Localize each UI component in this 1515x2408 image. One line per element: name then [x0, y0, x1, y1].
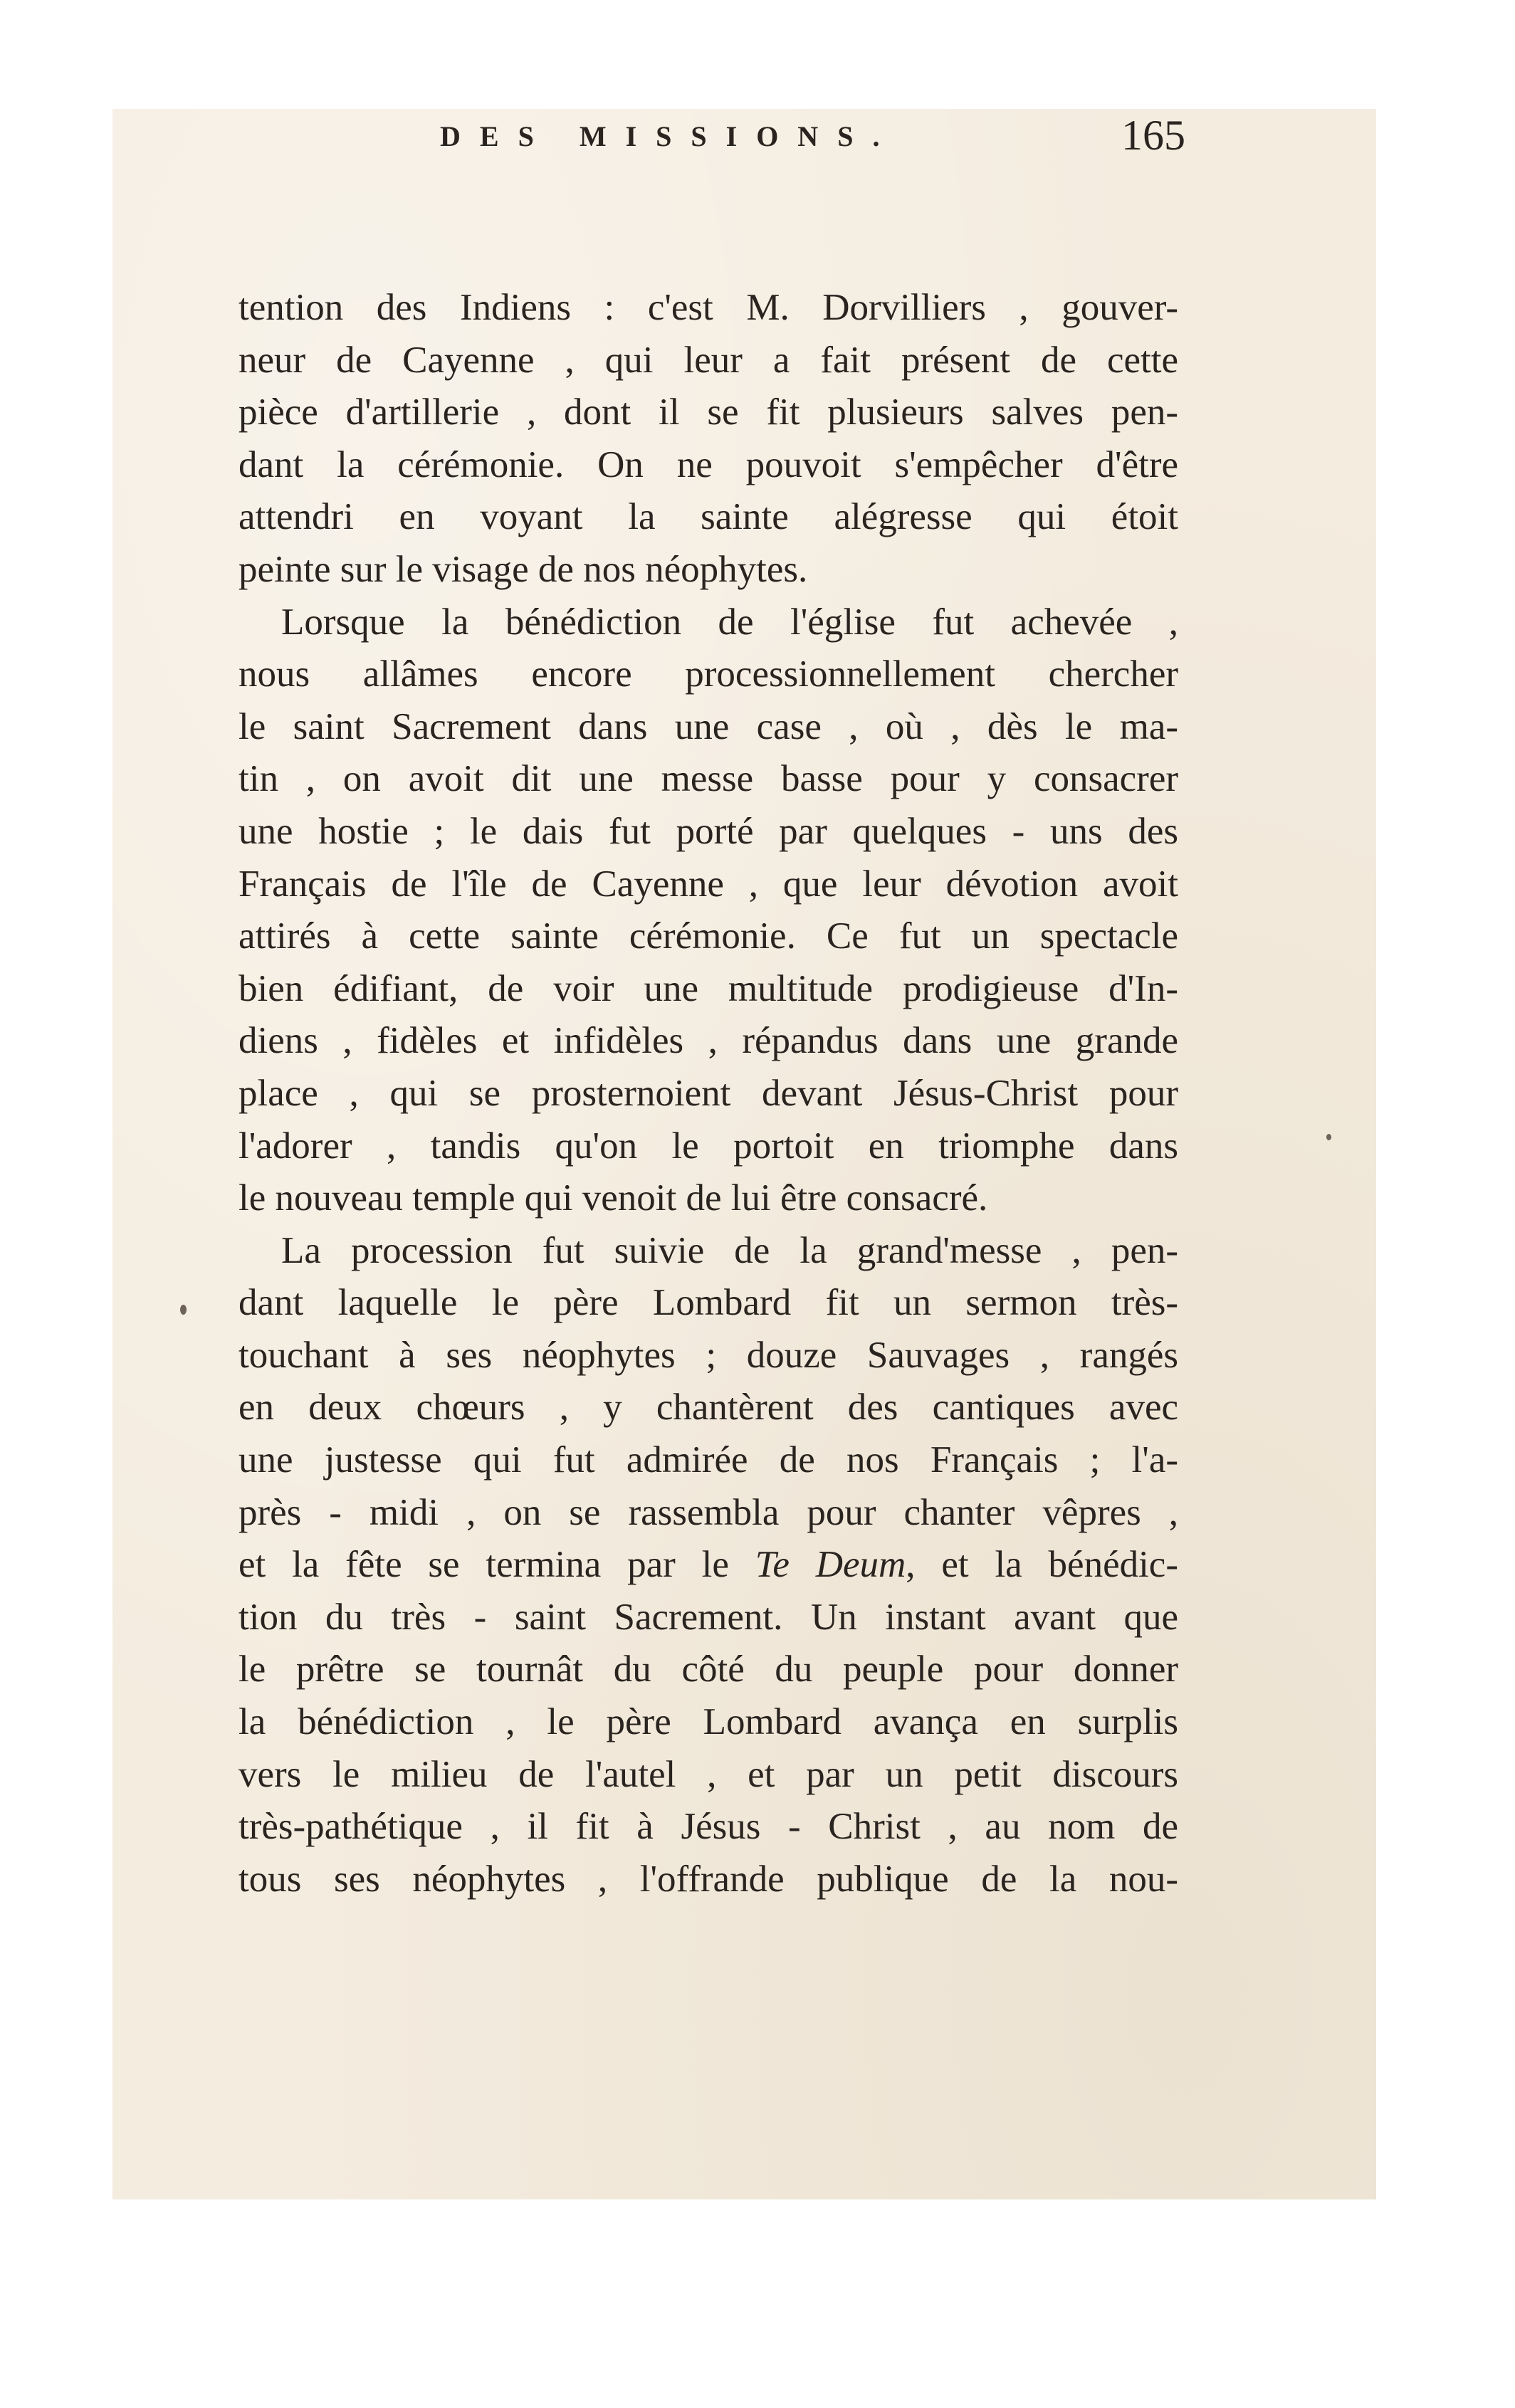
text-line: l'adorer , tandis qu'on le portoit en triomphe dans — [238, 1125, 1178, 1167]
text-line: le saint Sacrement dans une case , où , dès le ma- — [238, 705, 1178, 747]
text-line: une hostie ; le dais fut porté par quelques - uns des — [238, 810, 1178, 852]
running-head-title: DES MISSIONS. — [440, 120, 899, 152]
paragraph-start-line: Lorsque la bénédiction de l'église fut achevée , — [281, 601, 1178, 643]
text-line: dant laquelle le père Lombard fit un sermon très- — [238, 1282, 1178, 1324]
running-head — [335, 112, 1260, 169]
text-line: tous ses néophytes , l'offrande publique de la nou- — [238, 1858, 1178, 1900]
text-line: pièce d'artillerie , dont il se fit plusieurs salves pen- — [238, 391, 1178, 433]
text-line: la bénédiction , le père Lombard avança en surplis — [238, 1701, 1178, 1743]
text-line: une justesse qui fut admirée de nos Français ; l'a- — [238, 1439, 1178, 1481]
text-line: neur de Cayenne , qui leur a fait présent de cette — [238, 339, 1178, 381]
text-line: en deux chœurs , y chantèrent des cantiques avec — [238, 1387, 1178, 1429]
text-segment: , et la bénédic- — [906, 1544, 1178, 1586]
text-line: le prêtre se tournât du côté du peuple pour donner — [238, 1649, 1178, 1691]
text-line: dant la cérémonie. On ne pouvoit s'empêcher d'être — [238, 443, 1178, 485]
paragraph-start-line: La procession fut suivie de la grand'messe , pen- — [281, 1229, 1178, 1271]
text-line: nous allâmes encore processionnellement chercher — [238, 653, 1178, 695]
page-number: 165 — [1121, 112, 1185, 159]
text-line: tin , on avoit dit une messe basse pour y consacrer — [238, 758, 1178, 800]
text-line: place , qui se prosternoient devant Jésus-Christ pour — [238, 1072, 1178, 1114]
text-line: attendri en voyant la sainte alégresse qui étoit — [238, 496, 1178, 538]
text-line: bien édifiant, de voir une multitude prodigieuse d'In- — [238, 967, 1178, 1009]
text-line: touchant à ses néophytes ; douze Sauvages , rangés — [238, 1334, 1178, 1376]
ink-speck — [180, 1305, 187, 1315]
text-line: vers le milieu de l'autel , et par un petit discours — [238, 1753, 1178, 1795]
body-text — [238, 282, 1178, 1905]
italic-title-te-deum: Te Deum — [755, 1544, 906, 1586]
text-line: le nouveau temple qui venoit de lui être consacré. — [238, 1177, 988, 1219]
text-line: Français de l'île de Cayenne , que leur dévotion avoit — [238, 863, 1178, 905]
text-line: près - midi , on se rassembla pour chanter vêpres , — [238, 1491, 1178, 1533]
text-line: attirés à cette sainte cérémonie. Ce fut un spectacle — [238, 915, 1178, 957]
text-line-with-italic — [238, 1539, 1178, 1592]
text-line: peinte sur le visage de nos néophytes. — [238, 548, 808, 590]
text-line: très-pathétique , il fit à Jésus - Christ , au nom de — [238, 1806, 1178, 1848]
text-line: tion du très - saint Sacrement. Un instant avant que — [238, 1596, 1178, 1638]
ink-speck — [1326, 1134, 1331, 1140]
text-segment: et la fête se termina par le — [238, 1544, 755, 1586]
text-line: tention des Indiens : c'est M. Dorvilliers , gouver- — [238, 287, 1178, 328]
text-line: diens , fidèles et infidèles , répandus dans une grande — [238, 1020, 1178, 1062]
